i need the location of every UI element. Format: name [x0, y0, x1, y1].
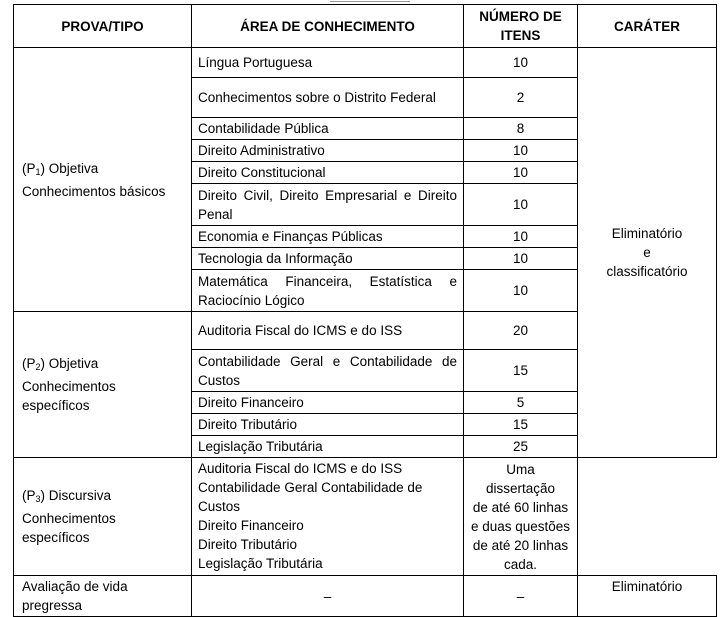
area-p3-item: Direito Financeiro: [198, 518, 304, 533]
itens-cell: 8: [464, 118, 578, 140]
prova-p3-title: $(P_3)$ Discursiva: [22, 488, 112, 504]
itens-p3-line: de até 20 linhas: [472, 537, 569, 553]
table-row: [14, 458, 717, 576]
header-numero-line2: ITENS: [500, 28, 541, 43]
carater-vida: Eliminatório: [578, 576, 717, 617]
prova-p2-title: $(P_2)$ Objetiva: [22, 356, 99, 372]
area-p3-item: Auditoria Fiscal do ICMS e do ISS: [198, 461, 403, 476]
prova-p1-title: $(P_1)$ Objetiva: [22, 160, 99, 177]
itens-cell: 10: [464, 162, 578, 184]
itens-cell: 25: [464, 436, 578, 458]
itens-cell: 15: [464, 350, 578, 392]
area-cell: Economia e Finanças Públicas: [192, 226, 464, 248]
header-area: ÁREA DE CONHECIMENTO: [192, 5, 464, 48]
area-cell-vida: –: [192, 576, 464, 617]
itens-cell: 10: [464, 226, 578, 248]
table-row: [14, 576, 717, 617]
area-cell: Direito Administrativo: [192, 140, 464, 162]
exam-structure-table: [13, 4, 717, 617]
header-numero-itens: [464, 5, 578, 48]
itens-cell: 5: [464, 392, 578, 414]
carater-line1: Eliminatório: [611, 226, 683, 241]
carater-line2: e: [643, 245, 651, 260]
area-cell: Matemática Financeira, Estatística e Raciocínio Lógico: [192, 270, 464, 312]
area-cell: Contabilidade Pública: [192, 118, 464, 140]
itens-cell-p3: [464, 458, 578, 576]
itens-cell: 10: [464, 270, 578, 312]
itens-cell: 10: [464, 48, 578, 78]
cropped-caption-fragment: [330, 0, 410, 2]
itens-p3-line: Uma dissertação: [485, 461, 556, 496]
prova-p2-line2: Conhecimentos: [22, 379, 116, 394]
prova-p3-line3: específicos: [22, 530, 90, 545]
itens-p3-line: de até 60 linhas: [472, 499, 569, 515]
area-cell: Direito Tributário: [192, 414, 464, 436]
header-numero-line1: NÚMERO DE: [479, 9, 562, 24]
prova-p3: [14, 458, 192, 576]
table-row: [14, 48, 717, 78]
area-cell-p3: [192, 458, 464, 576]
area-cell: Direito Financeiro: [192, 392, 464, 414]
itens-cell: 20: [464, 312, 578, 350]
area-cell: Direito Constitucional: [192, 162, 464, 184]
area-p3-item: Legislação Tributária: [198, 556, 323, 571]
itens-cell: 10: [464, 140, 578, 162]
prova-p1: [14, 48, 192, 312]
prova-p3-line2: Conhecimentos: [22, 511, 116, 526]
header-carater: CARÁTER: [578, 5, 717, 48]
header-row: [14, 5, 717, 48]
itens-cell: 10: [464, 184, 578, 226]
itens-cell: 10: [464, 248, 578, 270]
area-cell: Auditoria Fiscal do ICMS e do ISS: [192, 312, 464, 350]
itens-cell-vida: –: [464, 576, 578, 617]
prova-p2-line3: específicos: [22, 398, 90, 413]
area-cell: Língua Portuguesa: [192, 48, 464, 78]
carater-line3: classificatório: [606, 264, 688, 279]
area-cell: Direito Civil, Direito Empresarial e Direito Penal: [192, 184, 464, 226]
carater-main: [578, 48, 717, 458]
area-cell: Tecnologia da Informação: [192, 248, 464, 270]
header-prova-tipo: PROVA/TIPO: [14, 5, 192, 48]
prova-vida: Avaliação de vida pregressa: [14, 576, 192, 617]
itens-p3-line: cada.: [503, 556, 538, 572]
area-p3-item: Contabilidade Geral Contabilidade de Custos: [198, 480, 423, 514]
prova-p2: [14, 312, 192, 458]
area-cell: Contabilidade Geral e Contabilidade de Custos: [192, 350, 464, 392]
itens-p3-line: e duas questões: [470, 518, 571, 534]
area-p3-item: Direito Tributário: [198, 537, 298, 552]
area-cell: Legislação Tributária: [192, 436, 464, 458]
area-cell: Conhecimentos sobre o Distrito Federal: [192, 78, 464, 118]
prova-p1-subtitle: Conhecimentos básicos: [22, 183, 166, 199]
itens-cell: 2: [464, 78, 578, 118]
itens-cell: 15: [464, 414, 578, 436]
